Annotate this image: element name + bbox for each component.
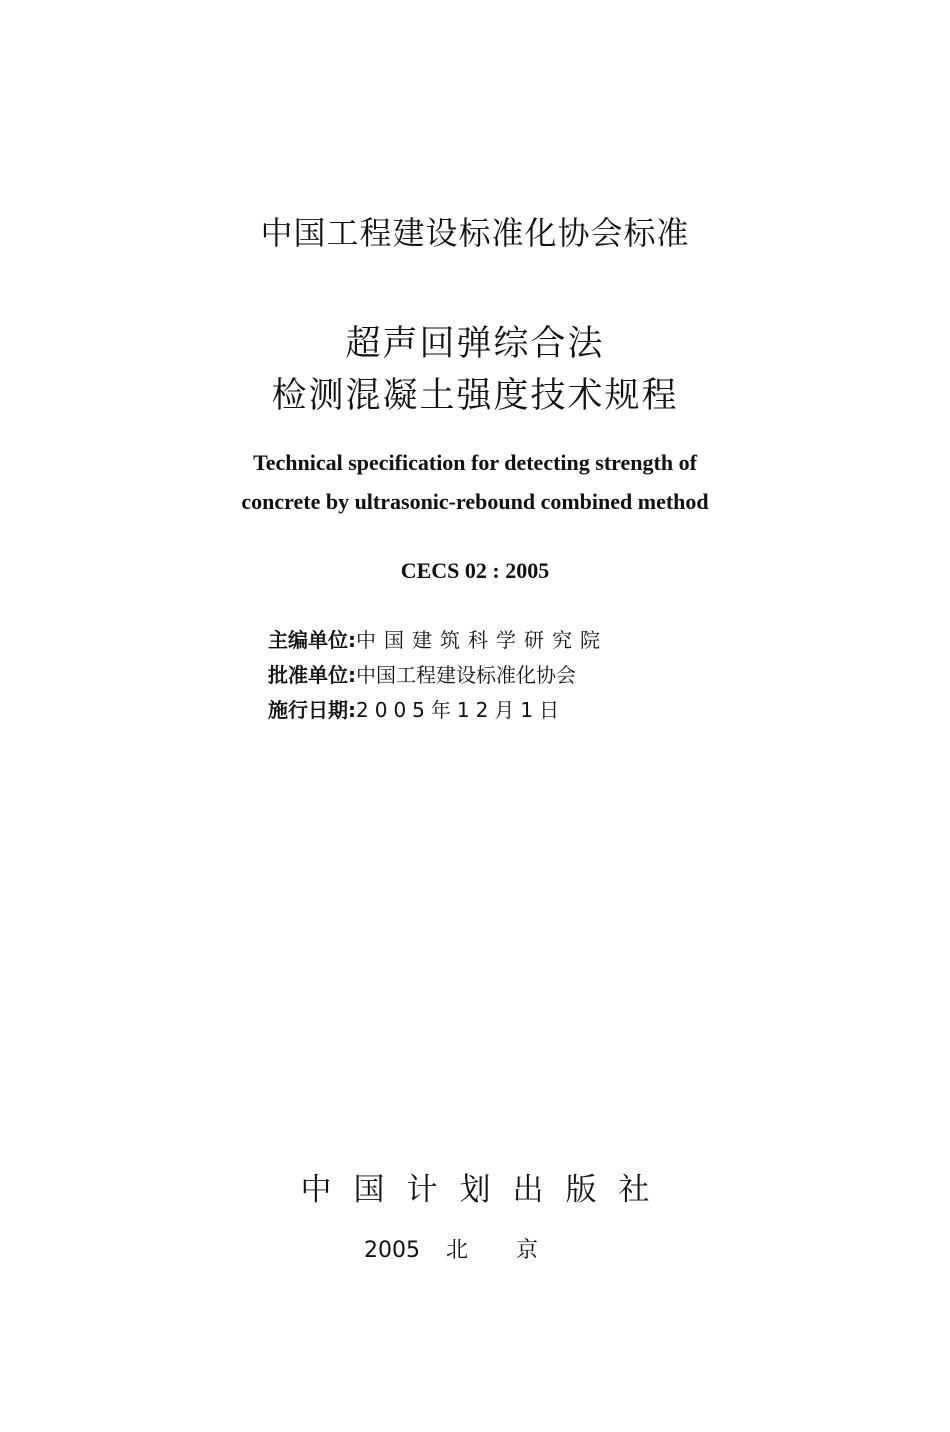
english-title-line-2: concrete by ultrasonic-rebound combined method <box>241 489 709 514</box>
chief-editor-label: 主编单位: <box>268 628 356 652</box>
chief-editor-value: 中国建筑科学研究院 <box>356 628 608 652</box>
title-line-1: 超声回弹综合法 <box>345 324 605 364</box>
publication-city: 北京 <box>445 1238 586 1263</box>
effective-date-value: 2005年12月1日 <box>356 698 566 722</box>
effective-date-label: 施行日期: <box>268 698 356 722</box>
approval-label: 批准单位: <box>268 663 356 687</box>
chief-editor-unit <box>268 624 608 653</box>
effective-date <box>268 694 565 723</box>
publication-year-city <box>0 1233 950 1264</box>
english-title-line-1: Technical specification for detecting strength of <box>253 450 697 475</box>
standard-code: CECS 02 : 2005 <box>400 558 550 583</box>
approval-unit <box>268 659 576 688</box>
approval-value: 中国工程建设标准化协会 <box>356 663 576 687</box>
title-line-2: 检测混凝土强度技术规程 <box>271 376 679 416</box>
standard-organization: 中国工程建设标准化协会标准 <box>260 214 690 252</box>
publication-year: 2005 <box>363 1238 420 1263</box>
publisher-name: 中国计划出版社 <box>300 1172 672 1208</box>
